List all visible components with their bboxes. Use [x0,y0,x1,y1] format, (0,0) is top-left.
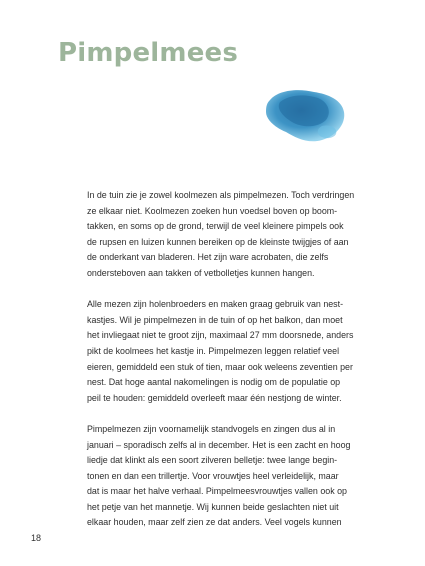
text-line: peil te houden: gemiddeld overleeft maar één nestjong de winter. [87,392,342,403]
text-line: nest. Dat hoge aantal nakomelingen is nodig om de populatie op [87,377,341,388]
text-line: takken, en soms op de grond, terwijl de veel kleinere pimpels ook [87,221,344,232]
text-line: elkaar houden, maar zelf zien ze dat anders. Veel vogels kunnen [87,517,342,528]
text-line: liedje dat klinkt als een soort zilveren belletje: twee lange begin- [87,455,338,466]
text-line: Alle mezen zijn holenbroeders en maken graag gebruik van nest- [87,299,344,310]
text-line: pikt de koolmees het kastje in. Pimpelmezen leggen relatief veel [87,345,340,356]
text-line: In de tuin zie je zowel koolmezen als pimpelmezen. Toch verdringen [87,190,355,200]
text-line: dat is maar het halve verhaal. Pimpelmeesvrouwtjes vallen ook op [87,486,347,497]
paragraph-1 [87,188,373,282]
text-line: januari – sporadisch zelfs al in december. Het is een zacht en hoog [87,439,351,450]
body-text [87,188,373,547]
watercolor-blot-illustration [262,86,348,144]
text-line: ze elkaar niet. Koolmezen zoeken hun voedsel boven op boom- [87,205,338,216]
page-title: Pimpelmees [58,38,239,68]
paragraph-3 [87,422,373,531]
text-line: de rupsen en luizen kunnen bereiken op de kleinste twijgjes of aan [87,236,349,247]
text-line: kastjes. Wil je pimpelmezen in de tuin of op het balkon, dan moet [87,314,343,325]
text-line: de onderkant van bladeren. Het zijn ware acrobaten, die zelfs [87,252,329,263]
text-line: eieren, gemiddeld een stuk of tien, maar ook weleens zeventien per [87,361,353,372]
text-line: tonen en dan een trillertje. Voor vrouwtjes heel verleidelijk, maar [87,470,339,481]
text-line: het petje van het mannetje. Wij kunnen beide geslachten niet uit [87,501,339,512]
paragraph-2 [87,297,373,406]
page-number: 18 [31,533,42,543]
text-line: Pimpelmezen zijn voornamelijk standvogels en zingen dus al in [87,423,336,434]
text-line: het invliegaat niet te groot zijn, maximaal 27 mm doorsnede, anders [87,330,354,341]
text-line: ondersteboven aan takken of vetbolletjes kunnen hangen. [87,267,315,278]
